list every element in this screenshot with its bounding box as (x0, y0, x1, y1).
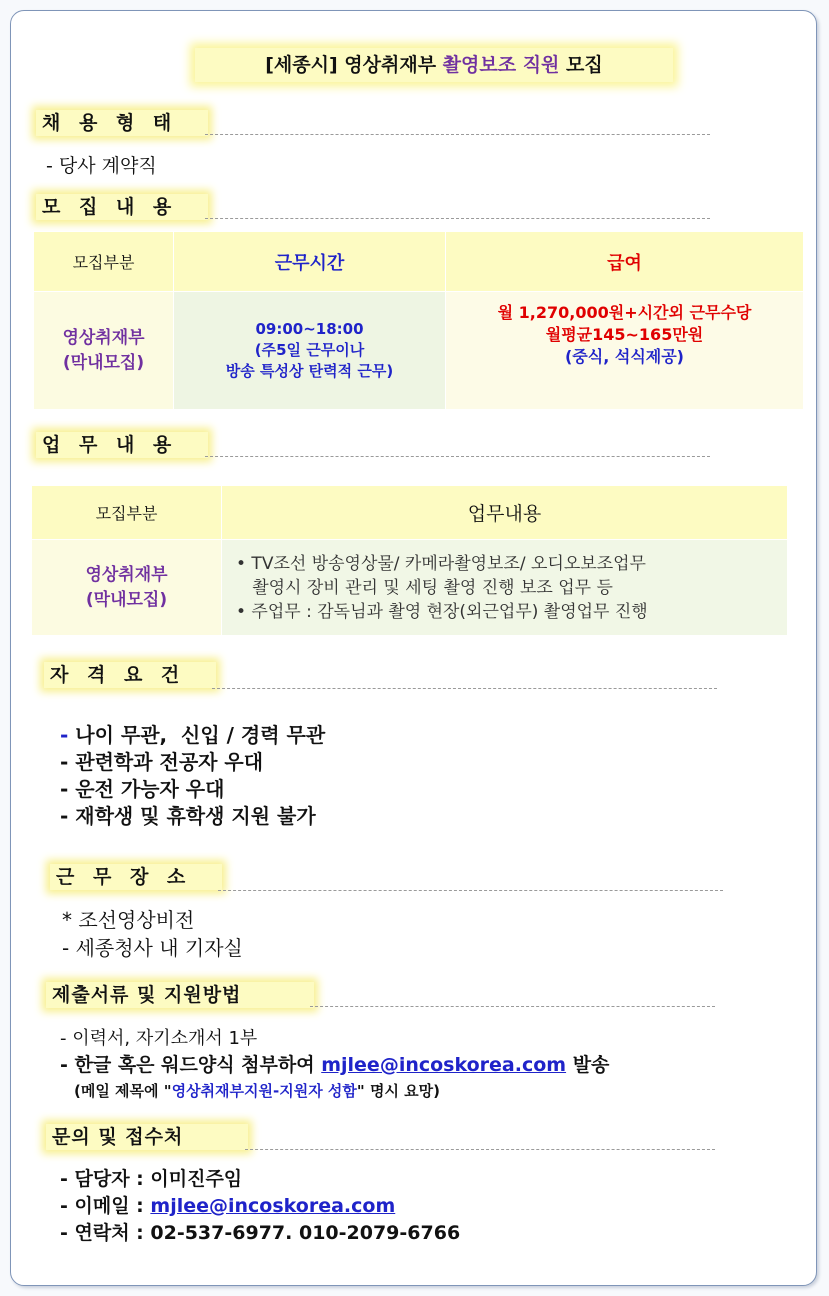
contact-email-label: - 이메일 : (60, 1195, 151, 1217)
duties-part-line1: 영상취재부 (85, 564, 168, 585)
apply-note (60, 1078, 609, 1104)
section-divider (205, 134, 710, 135)
title-prefix: [세종시] 영상취재부 (265, 54, 443, 76)
qualification-item: - 관련학과 전공자 우대 (60, 750, 264, 774)
recruit-part-cell (34, 292, 174, 410)
apply-method (60, 1052, 609, 1078)
page-title (195, 48, 673, 82)
location-item: - 세종청사 내 기자실 (62, 936, 243, 960)
duty-item: 촬영시 장비 관리 및 세팅 촬영 진행 보조 업무 등 (236, 577, 613, 598)
section-divider (205, 218, 710, 219)
qualification-item (60, 722, 325, 749)
qualification-dash: - (60, 723, 69, 747)
apply-email-link[interactable]: mjlee@incoskorea.com (321, 1054, 567, 1076)
duties-part-line2: (막내모집) (85, 589, 168, 610)
location-item: * 조선영상비전 (62, 908, 195, 932)
contact-block (60, 1166, 460, 1247)
recruit-hours-cell (174, 292, 446, 410)
section-divider (310, 1006, 715, 1007)
hours-line1: 09:00~18:00 (255, 320, 364, 338)
apply-documents: - 이력서, 자기소개서 1부 (60, 1028, 258, 1049)
header-hours: 근무시간 (174, 232, 446, 292)
section-heading-employment-type: 채 용 형 태 (36, 110, 208, 136)
recruit-table (33, 231, 804, 410)
location-list (62, 906, 243, 962)
salary-line2: 월평균145~165만원 (545, 325, 704, 344)
contact-person: - 담당자 : 이미진주임 (60, 1168, 243, 1190)
section-divider (205, 456, 710, 457)
duties-part-cell (32, 540, 222, 636)
apply-method-prefix: - 한글 혹은 워드양식 첨부하여 (60, 1054, 322, 1076)
header-part: 모집부분 (34, 232, 174, 292)
apply-block (60, 1026, 609, 1104)
recruit-part-line2: (막내모집) (62, 352, 145, 373)
recruit-part-line1: 영상취재부 (62, 327, 145, 348)
apply-note-highlight: 영상취재부지원-지원자 성함 (171, 1082, 357, 1100)
salary-line1: 월 1,270,000원+시간외 근무수당 (497, 303, 752, 322)
employment-type-text: - 당사 계약직 (46, 155, 157, 177)
duties-table (31, 485, 788, 636)
section-heading-location: 근 무 장 소 (50, 864, 222, 890)
qualification-item: - 재학생 및 휴학생 지원 불가 (60, 804, 316, 828)
hours-line2: (주5일 근무이나 (254, 341, 365, 359)
qualification-item: - 운전 가능자 우대 (60, 777, 225, 801)
recruit-salary-cell (446, 292, 804, 410)
section-heading-duties: 업 무 내 용 (36, 432, 208, 458)
duty-item: • TV조선 방송영상물/ 카메라촬영보조/ 오디오보조업무 (236, 553, 646, 574)
header-salary: 급여 (446, 232, 804, 292)
apply-note-prefix: (메일 제목에 " (74, 1082, 172, 1100)
section-divider (212, 688, 717, 689)
duty-item: • 주업무 : 감독님과 촬영 현장(외근업무) 촬영업무 진행 (236, 601, 648, 622)
contact-email-link[interactable]: mjlee@incoskorea.com (150, 1195, 396, 1217)
salary-line3: (중식, 석식제공) (564, 347, 684, 366)
contact-phone: - 연락처 : 02-537-6977. 010-2079-6766 (60, 1222, 461, 1244)
apply-method-suffix: 발송 (566, 1054, 610, 1076)
section-heading-qualifications: 자 격 요 건 (44, 662, 216, 688)
section-divider (245, 1149, 715, 1150)
qualifications-list (60, 722, 325, 830)
title-highlight: 촬영보조 직원 (442, 54, 560, 76)
duties-text-cell (222, 540, 788, 636)
header-part: 모집부분 (32, 486, 222, 540)
section-divider (218, 890, 723, 891)
hours-line3: 방송 특성상 탄력적 근무) (225, 362, 394, 380)
header-duty: 업무내용 (222, 486, 788, 540)
contact-email-row (60, 1193, 460, 1220)
title-suffix: 모집 (559, 54, 603, 76)
section-heading-apply: 제출서류 및 지원방법 (46, 982, 314, 1008)
qualification-text: 나이 무관, 신입 / 경력 무관 (68, 723, 326, 747)
section-heading-recruit: 모 집 내 용 (36, 194, 208, 220)
section-heading-contact: 문의 및 접수처 (46, 1124, 248, 1150)
apply-note-suffix: " 명시 요망) (356, 1082, 440, 1100)
